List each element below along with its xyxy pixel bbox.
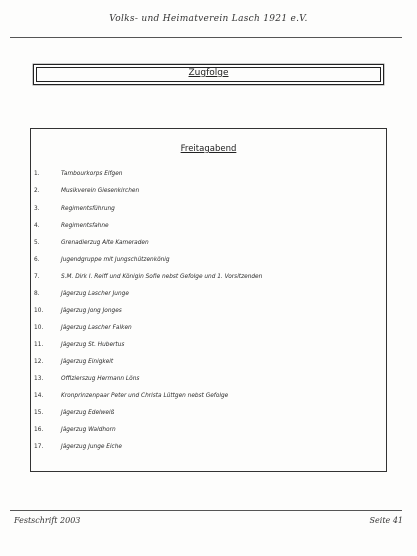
list-item-number: 11. xyxy=(34,342,44,348)
list-item xyxy=(31,254,386,266)
list-item xyxy=(31,390,386,402)
list-item xyxy=(31,339,386,351)
list-item-text: Jugendgruppe mit Jungschützenkönig xyxy=(61,257,170,263)
list-heading: Freitagabend xyxy=(180,144,237,154)
list-item-number: 13. xyxy=(34,376,44,382)
list-item-number: 3. xyxy=(34,206,40,212)
list-item-text: Regimentsführung xyxy=(61,206,115,212)
list-item xyxy=(31,271,386,283)
list-item-number: 15. xyxy=(34,410,44,416)
list-item-number: 10. xyxy=(34,308,44,314)
list-item-number: 5. xyxy=(34,240,40,246)
list-item xyxy=(31,441,386,453)
list-item-number: 8. xyxy=(34,291,40,297)
list-item-text: Jägerzug Edelweiß xyxy=(61,410,115,416)
list-item xyxy=(31,288,386,300)
list-item xyxy=(31,356,386,368)
list-item-text: Jägerzug Junge Eiche xyxy=(61,444,122,450)
list-item-number: 4. xyxy=(34,223,40,229)
list-item-number: 7. xyxy=(34,274,40,280)
list-item-text: S.M. Dirk I. Reiff und Königin Sofie nebst Gefolge und 1. Vorsitzenden xyxy=(61,274,263,280)
list-item-text: Jägerzug Lascher Falken xyxy=(61,325,132,331)
list-item-number: 6. xyxy=(34,257,40,263)
header-title: Volks- und Heimatverein Lasch 1921 e.V. xyxy=(109,14,308,24)
list-item xyxy=(31,220,386,232)
list-item-text: Jägerzug Jong Jonges xyxy=(61,308,122,314)
header-divider xyxy=(10,37,402,38)
list-item xyxy=(31,237,386,249)
list-item xyxy=(31,407,386,419)
list-item-number: 1. xyxy=(34,171,40,177)
footer-divider xyxy=(10,510,402,511)
list-item xyxy=(31,424,386,436)
list-item-text: Regimentsfahne xyxy=(61,223,109,229)
list-item xyxy=(31,185,386,197)
footer-page-number: Seite 41 xyxy=(369,516,403,525)
list-item-text: Jägerzug St. Hubertus xyxy=(61,342,125,348)
procession-order-box xyxy=(30,128,387,472)
list-item xyxy=(31,373,386,385)
list-item xyxy=(31,305,386,317)
section-title-box xyxy=(33,64,384,85)
list-item-number: 10. xyxy=(34,325,44,331)
list-item-number: 12. xyxy=(34,359,44,365)
list-item-number: 16. xyxy=(34,427,44,433)
list-item-number: 14. xyxy=(34,393,44,399)
list-item-text: Grenadierzug Alte Kameraden xyxy=(61,240,149,246)
list-item xyxy=(31,168,386,180)
list-item-number: 2. xyxy=(34,188,40,194)
list-item xyxy=(31,322,386,334)
list-item-text: Offizierszug Hermann Löns xyxy=(61,376,140,382)
list-item xyxy=(31,203,386,215)
list-item-text: Jägerzug Waldhorn xyxy=(61,427,116,433)
list-item-text: Jägerzug Einigkeit xyxy=(61,359,114,365)
list-item-text: Jägerzug Lascher Junge xyxy=(61,291,129,297)
footer-publication: Festschrift 2003 xyxy=(14,516,81,525)
list-item-number: 17. xyxy=(34,444,44,450)
list-item-text: Kronprinzenpaar Peter und Christa Lüttgen nebst Gefolge xyxy=(61,393,229,399)
list-item-text: Tambourkorps Elfgen xyxy=(61,171,123,177)
section-title: Zugfolge xyxy=(188,68,229,78)
list-item-text: Musikverein Giesenkirchen xyxy=(61,188,140,194)
